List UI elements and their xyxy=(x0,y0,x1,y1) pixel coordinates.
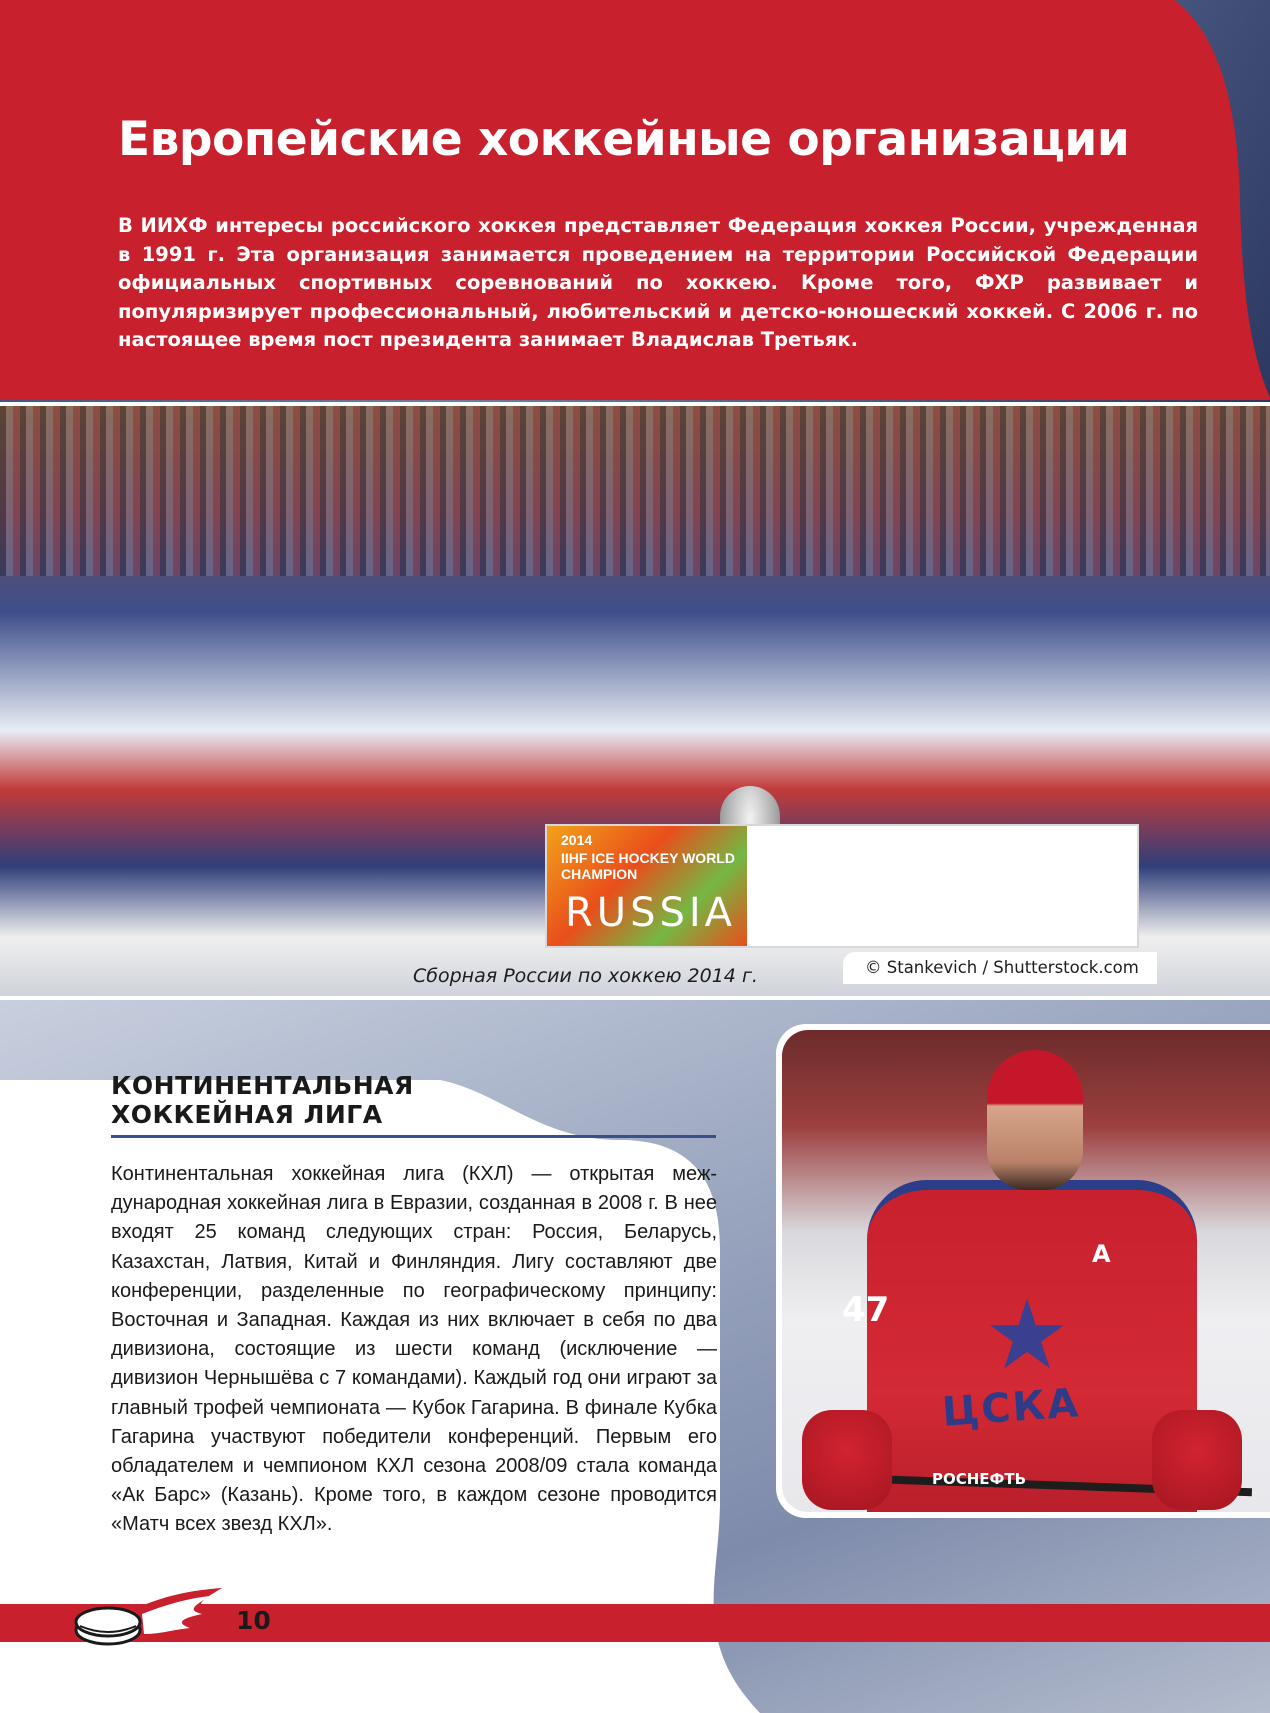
section-title-rule xyxy=(111,1135,716,1138)
captain-mark: A xyxy=(1092,1240,1111,1268)
banner-country: RUSSIA xyxy=(565,890,737,936)
photo-credit: © Stankevich / Shutterstock.com xyxy=(865,958,1139,977)
player-head xyxy=(987,1050,1083,1190)
crowd-background xyxy=(0,406,1270,576)
jersey-logo: ЦСКА xyxy=(940,1380,1082,1436)
khl-section-title: КОНТИНЕНТАЛЬНАЯ ХОККЕЙНАЯ ЛИГА xyxy=(111,1071,414,1129)
banner-subtitle: IIHF ICE HOCKEY WORLD CHAMPION xyxy=(561,850,735,882)
player-photo-frame xyxy=(776,1024,1270,1518)
jersey-number: 47 xyxy=(842,1290,890,1330)
team-photo-caption: Сборная России по хоккею 2014 г. xyxy=(413,965,758,987)
page-number: 10 xyxy=(236,1606,271,1635)
glove-left xyxy=(802,1410,892,1510)
team-photo xyxy=(0,402,1270,1000)
star-icon: ★ xyxy=(983,1279,1071,1391)
page-title: Европейские хоккейные организации xyxy=(118,112,1130,167)
banner-year: 2014 xyxy=(561,832,593,848)
player-photo xyxy=(782,1030,1270,1512)
championship-banner xyxy=(545,824,1139,948)
glove-right xyxy=(1152,1410,1242,1510)
jersey-sponsor: РОСНЕФТЬ xyxy=(932,1470,1027,1488)
khl-body-text: Континентальная хоккейная лига (КХЛ) — открытая международная хоккейная лига в Евразии, созданная в 2008 г. В нее входят 25 команд следующих стран: Россия, Беларусь, Казахстан, Латвия, Китай и Финляндия. Лигу составляют две конференции, разделенные по географическому принципу: Восточная и Западная. Каждая из них включает в себя по два дивизиона, состоящие из шести команд (исключение — дивизион Чернышёва с 7 командами). Каждый год они играют за главный трофей чемпионата — Кубок Гагарина. В финале Кубка Гагарина участвуют победители конференций. Первым его обладателем и чемпионом КХЛ сезона 2008/09 стала команда «Ак Барс» (Казань). Кроме того, в каждом сезоне проводится «Матч всех звезд КХЛ». xyxy=(111,1163,717,1536)
intro-paragraph: В ИИХФ интересы российского хоккея представляет Федерация хоккея России, учрежденная в 1991 г. Эта организация занимается проведением на территории Российской Федерации официальных спортивных соревнований по хоккею. Кроме того, ФХР развивает и популяризирует профессиональный, любительский и детско-юношеский хоккей. С 2006 г. по настоящее время пост президента занимает Владислав Третьяк. xyxy=(118,214,1198,351)
flaming-puck-icon xyxy=(72,1588,260,1658)
